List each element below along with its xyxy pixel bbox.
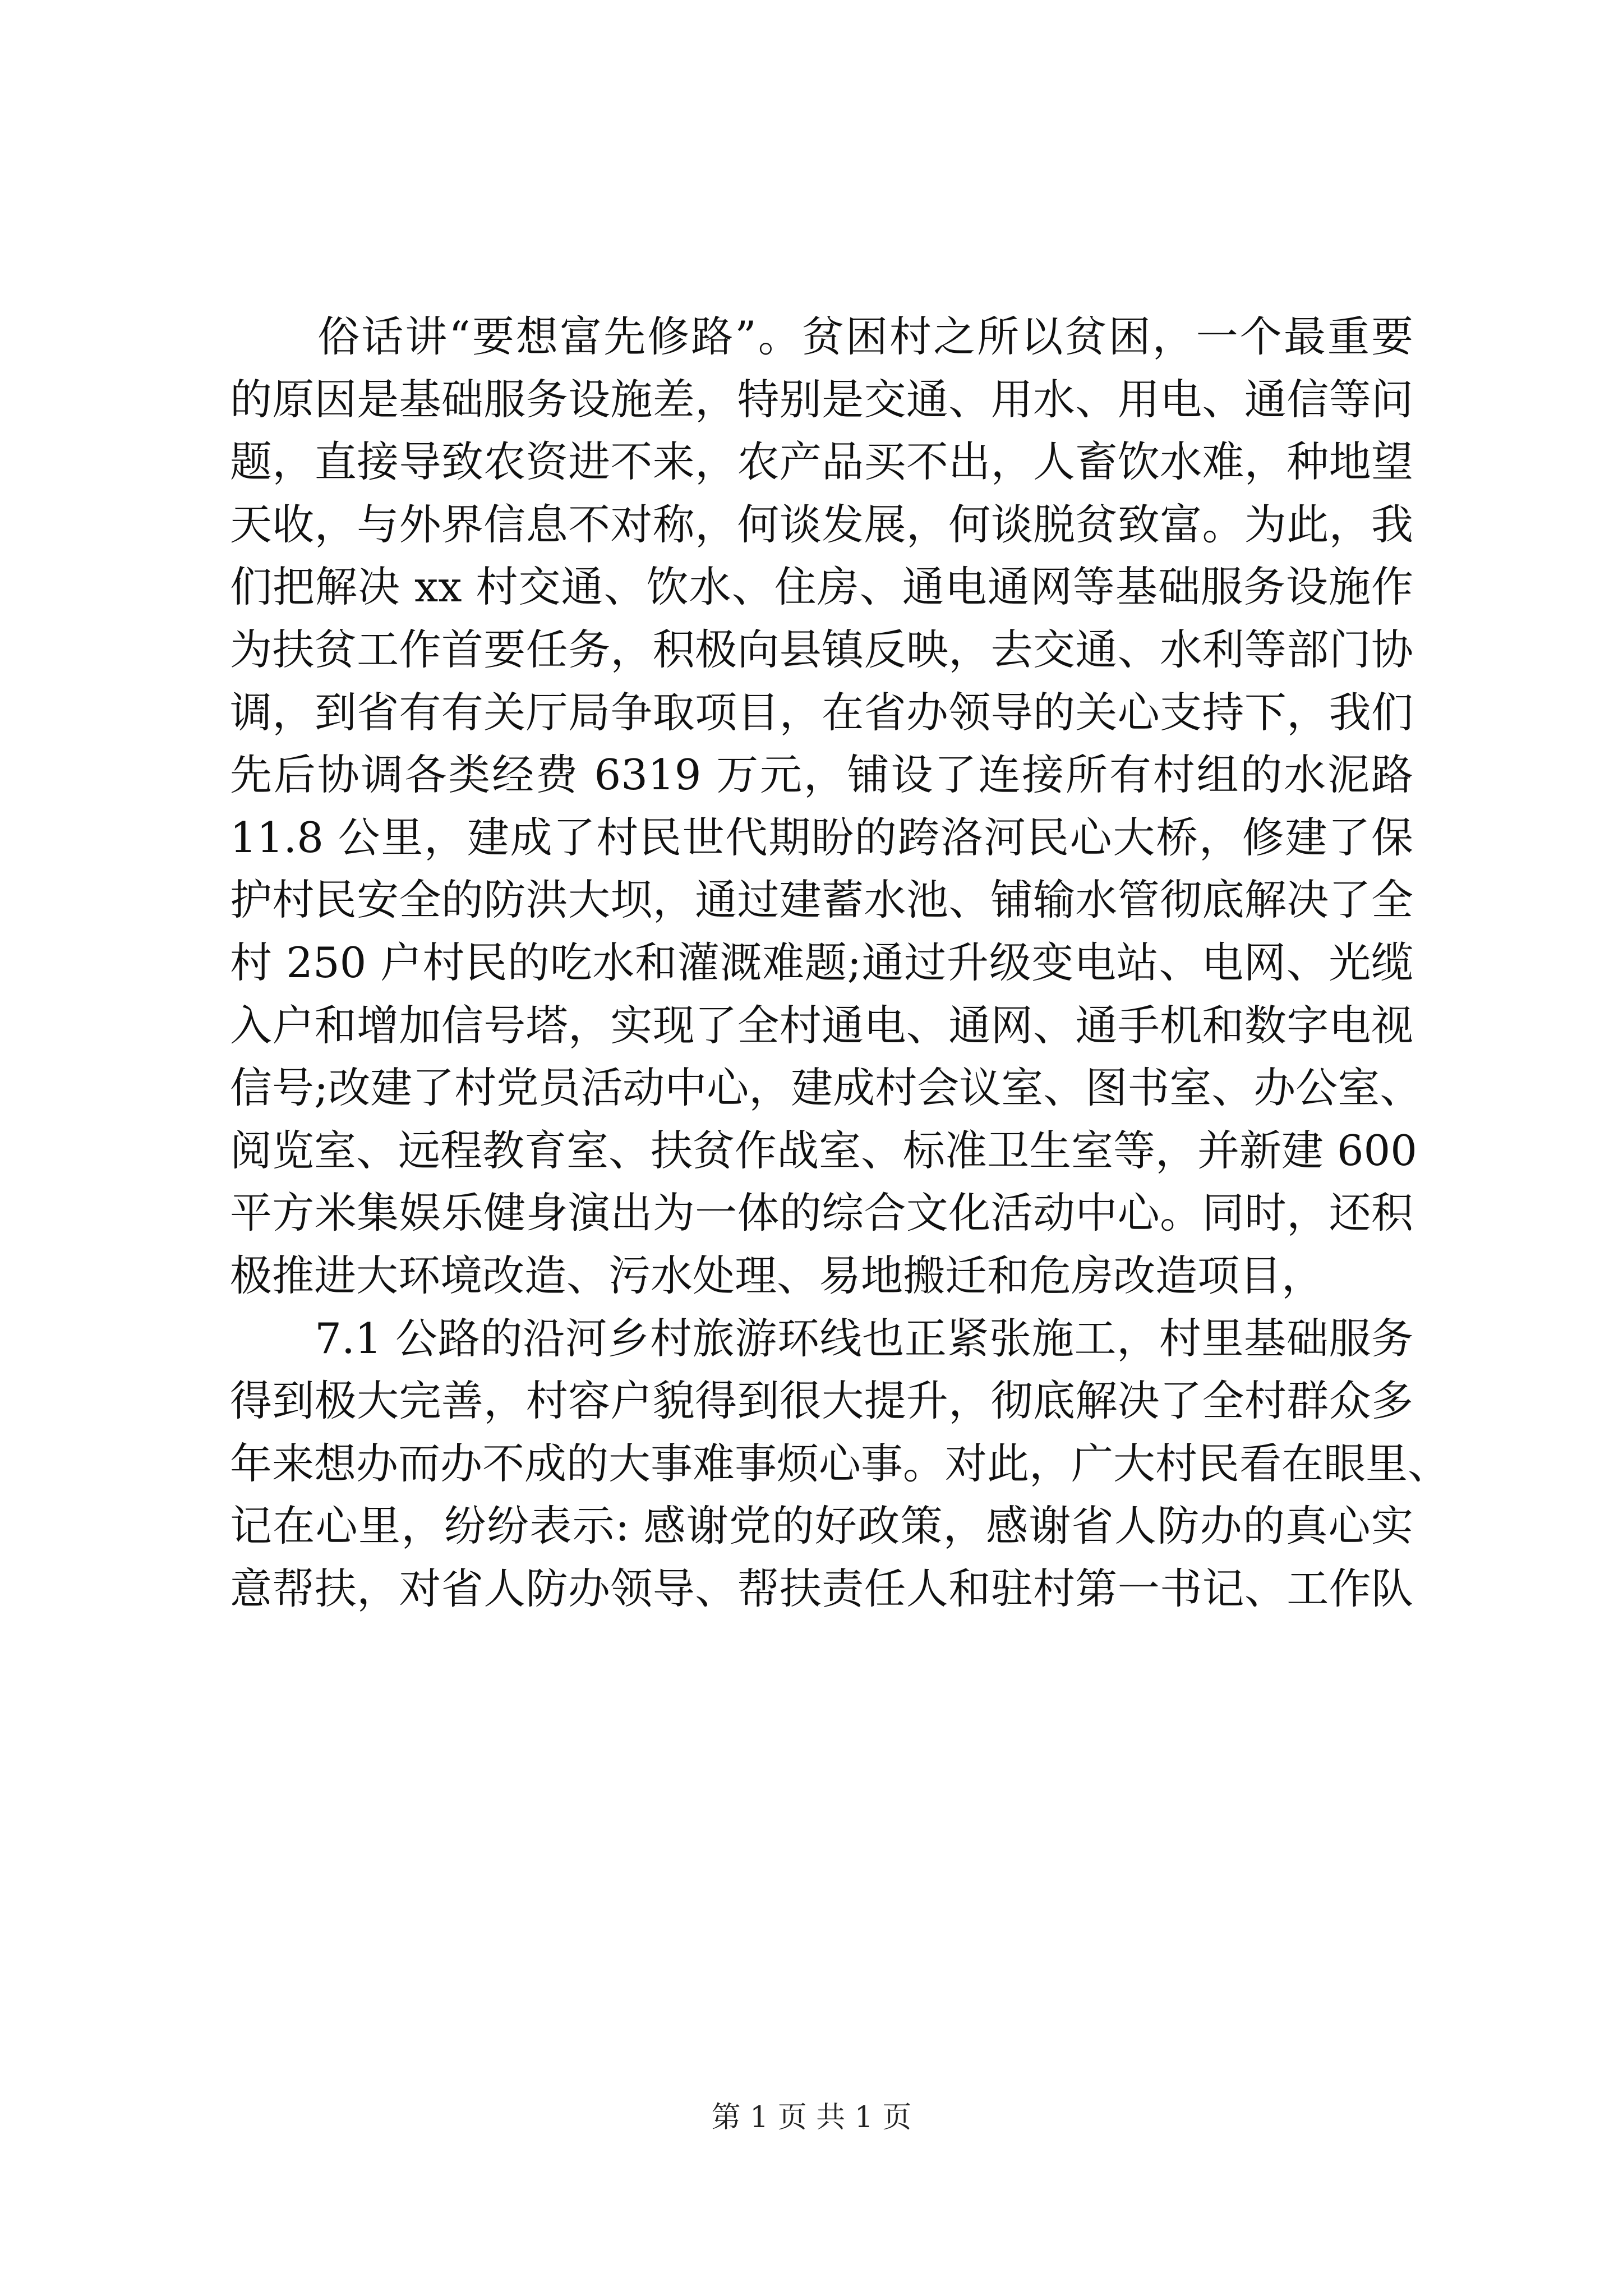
- text-line: 入户和增加信号塔，实现了全村通电、通网、通手机和数字电视: [230, 1001, 1413, 1050]
- text-line: 平方米集娱乐健身演出为一体的综合文化活动中心。同时，还积: [230, 1188, 1413, 1237]
- text-line: 俗话讲“要想富先修路”。贫困村之所以贫困，一个最重要: [230, 312, 1413, 361]
- text-line: 为扶贫工作首要任务，积极向县镇反映，去交通、水利等部门协: [230, 625, 1413, 674]
- text-line: 极推进大环境改造、污水处理、易地搬迁和危房改造项目，: [230, 1251, 1324, 1300]
- text-line: 天收，与外界信息不对称，何谈发展，何谈脱贫致富。为此，我: [230, 500, 1413, 549]
- text-line: 题，直接导致农资进不来，农产品买不出，人畜饮水难，种地望: [230, 437, 1413, 486]
- page-footer: 第 1 页 共 1 页: [711, 2101, 912, 2134]
- text-line: 护村民安全的防洪大坝，通过建蓄水池、铺输水管彻底解决了全: [230, 875, 1413, 924]
- text-line: 信号;改建了村党员活动中心，建成村会议室、图书室、办公室、: [230, 1063, 1422, 1112]
- text-line: 得到极大完善，村容户貌得到很大提升，彻底解决了全村群众多: [230, 1376, 1413, 1425]
- text-line: 7.1 公路的沿河乡村旅游环线也正紧张施工，村里基础服务: [230, 1314, 1413, 1363]
- text-line: 阅览室、远程教育室、扶贫作战室、标准卫生室等，并新建 600: [230, 1126, 1417, 1175]
- text-line: 先后协调各类经费 6319 万元，铺设了连接所有村组的水泥路: [230, 750, 1413, 799]
- text-line: 意帮扶，对省人防办领导、帮扶责任人和驻村第一书记、工作队: [230, 1564, 1413, 1613]
- text-line: 村 250 户村民的吃水和灌溉难题;通过升级变电站、电网、光缆: [230, 938, 1413, 987]
- text-line: 们把解决 xx 村交通、饮水、住房、通电通网等基础服务设施作: [230, 562, 1413, 611]
- text-line: 调，到省有有关厅局争取项目，在省办领导的关心支持下，我们: [230, 688, 1413, 737]
- text-line: 记在心里，纷纷表示: 感谢党的好政策，感谢省人防办的真心实: [230, 1501, 1413, 1550]
- text-line: 的原因是基础服务设施差，特别是交通、用水、用电、通信等问: [230, 375, 1413, 424]
- text-line: 11.8 公里，建成了村民世代期盼的跨洛河民心大桥，修建了保: [230, 813, 1413, 862]
- text-line: 年来想办而办不成的大事难事烦心事。对此，广大村民看在眼里、: [230, 1439, 1450, 1488]
